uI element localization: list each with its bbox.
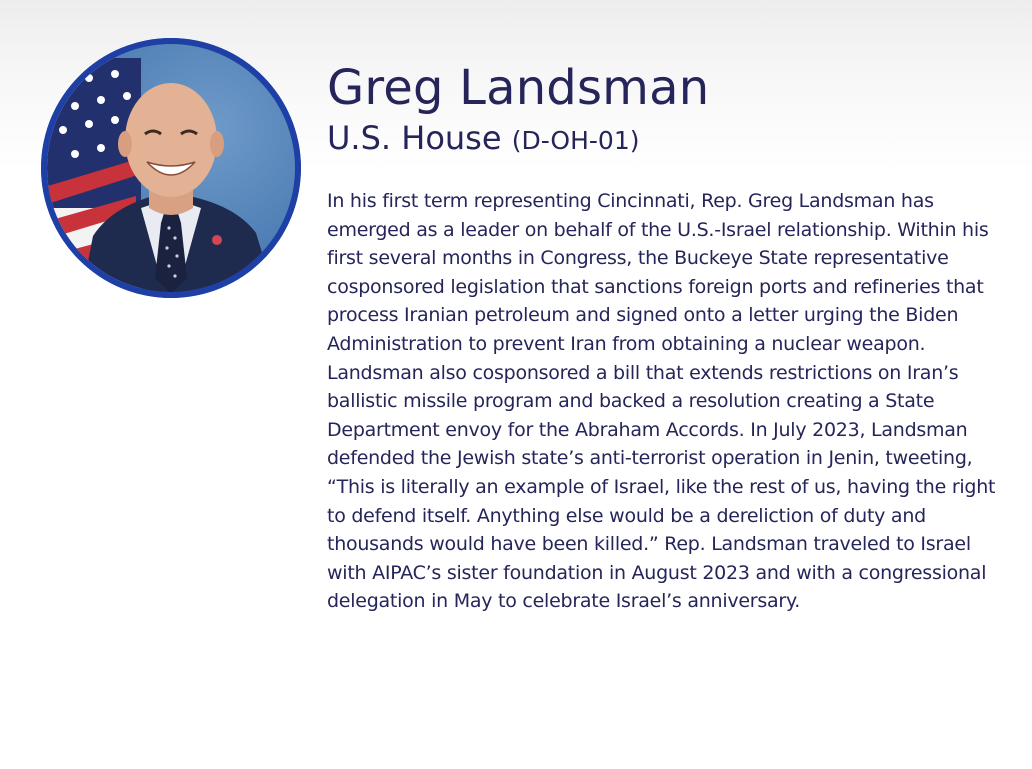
office-title: U.S. House	[327, 119, 502, 157]
profile-name: Greg Landsman	[327, 60, 710, 116]
portrait-photo	[41, 38, 301, 298]
office-district: (D-OH-01)	[511, 126, 640, 155]
bio-paragraph: In his first term representing Cincinnati, Rep. Greg Landsman has emerged as a leader on behalf of the U.S.-Israel relationship. Within his first several months in Congress, the Buckeye State representative cosponsored legislation that sanctions foreign ports and refineries that process Iranian petroleum and signed onto a letter urging the Biden Administration to prevent Iran from obtaining a nuclear weapon. Landsman also cosponsored a bill that extends restrictions on Iran’s ballistic missile program and backed a resolution creating a State Department envoy for the Abraham Accords. In July 2023, Landsman defended the Jewish state’s anti-terrorist operation in Jenin, tweeting, “This is literally an example of Israel, like the rest of us, having the right to defend itself. Anything else would be a dereliction of duty and thousands would have been killed.” Rep. Landsman traveled to Israel with AIPAC’s sister foundation in August 2023 and with a congressional delegation in May to celebrate Israel’s anniversary.	[327, 190, 996, 613]
profile-bio-section	[327, 58, 1007, 616]
profile-office	[327, 118, 1007, 161]
